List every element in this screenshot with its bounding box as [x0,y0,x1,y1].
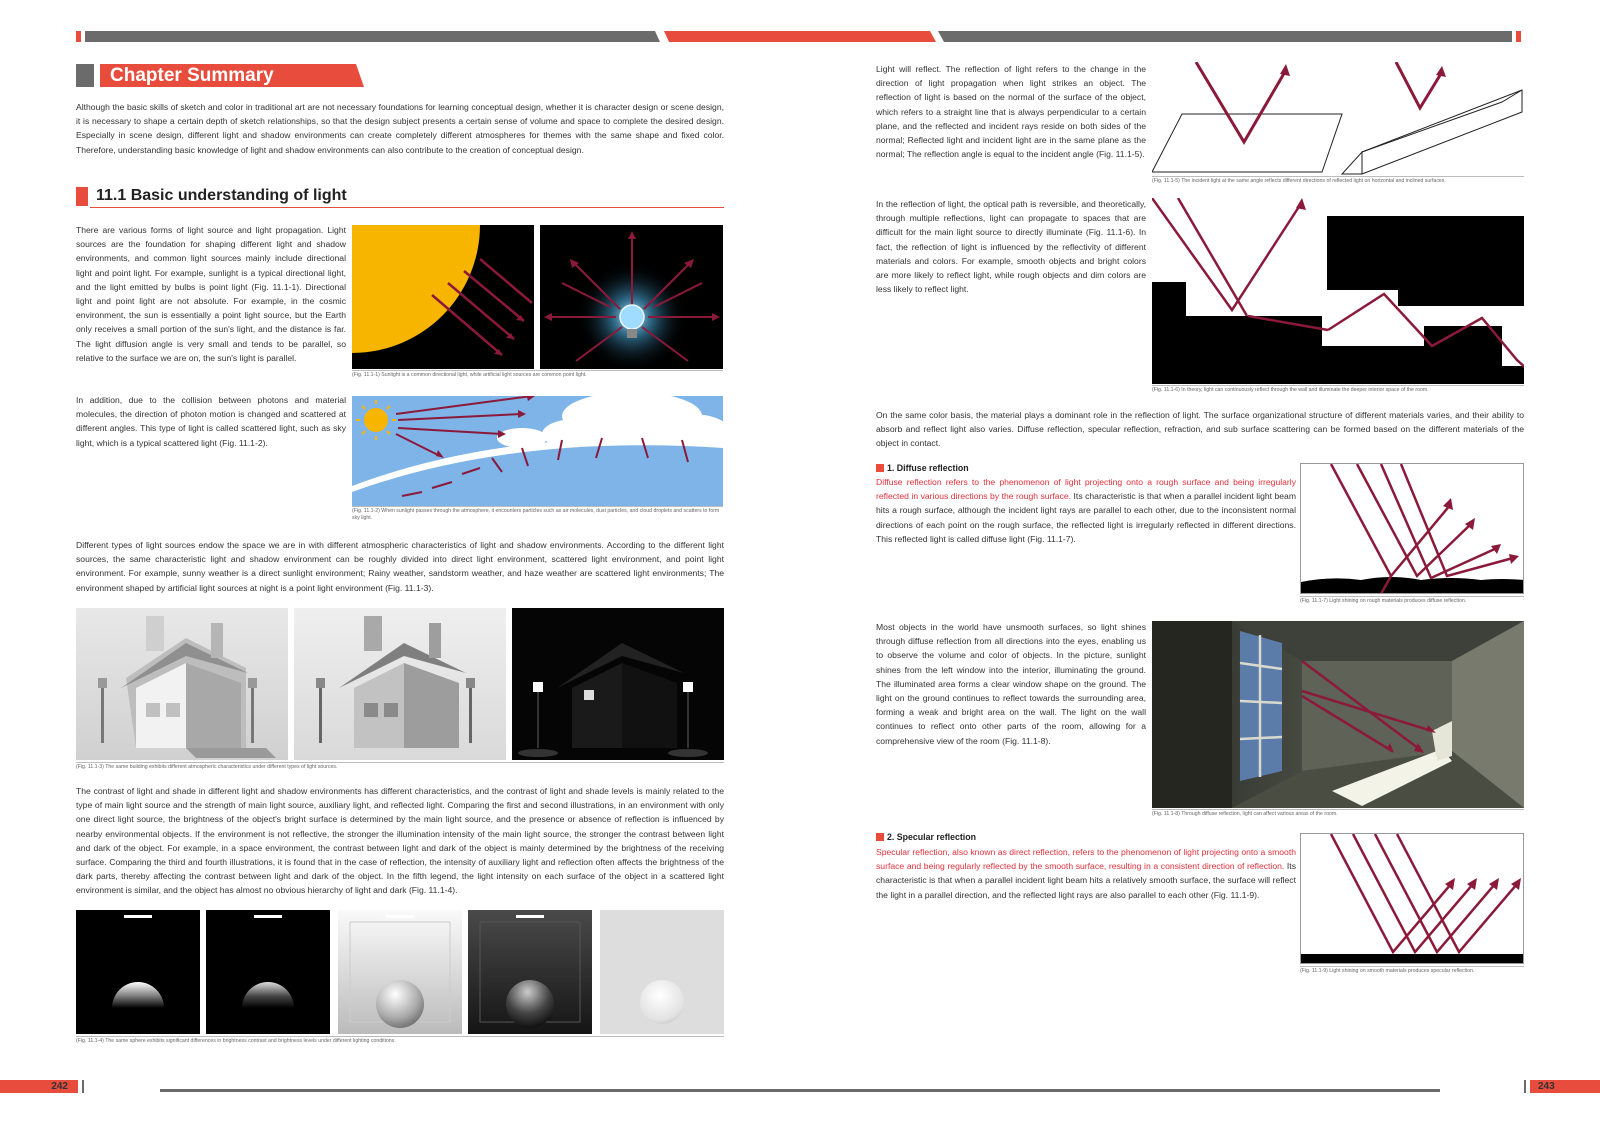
sunlight-illustration [352,225,534,369]
caption-fig-9: (Fig. 11.1-9) Light shining on smooth materials produces specular reflection. [1300,966,1524,975]
fig-sphere-3 [338,910,462,1034]
fig-sphere-4 [468,910,592,1034]
fig-reflection-planes [1152,62,1524,176]
caption-fig-3: (Fig. 11.1-3) The same building exhibits different atmospheric characteristics under different types of light sources. [76,762,724,771]
fig-multiple-reflection [1152,198,1524,384]
diffuse-heading-marker [876,464,884,472]
caption-fig-6: (Fig. 11.1-6) In theory, light can continuously reflect through the wall and illuminate the deeper interior space of the room. [1152,385,1524,394]
building-scattered-illustration [294,608,506,760]
diffuse-illustration [1301,464,1524,594]
specular-description: Its characteristic is that when a parallel incident light beam hits a relatively smooth surface, the surface will reflect the light in a parallel direction, and the reflected light rays are also parallel to each other (Fig. 11.1-9). [876,861,1296,900]
sphere-3-illustration [338,910,462,1034]
section-marker [76,187,88,206]
page-number-right: 243 [1538,1081,1555,1092]
specular-illustration [1301,834,1524,964]
footer-left-tick [82,1080,84,1093]
building-night-illustration [512,608,724,760]
right-paragraph-2: In the reflection of light, the optical path is reversible, and theoretically, through multiple reflections, light can propagate to spaces that are difficult for the main light source to directly illuminate (Fig. 11.1-6). In fact, the reflection of light is influenced by the reflectivity of different materials and colors. For example, smooth objects and bright colors are more likely to reflect light, while rough objects and dim colors are less likely to reflect light. [876,199,1146,295]
fig-specular [1300,833,1524,964]
chapter-title: Chapter Summary [110,65,274,86]
left-paragraph-1: There are various forms of light source and light propagation. Light sources are the foundation for shaping different light and shadow environments, and common light sources mainly include directional light and point light. For example, sunlight is a typical directional light, and the light emitted by bulbs is point light (Fig. 11.1-1). Directional light and point light are not absolute. For example, in the cosmic environment, the sun is essentially a point light source, but the Earth only receives a small portion of the sun's light, and the distance is far. The light diffusion angle is very small and tends to be parallel, so relative to the surface we are on, the sun's light is parallel. [76,225,346,363]
section-title: 11.1 Basic understanding of light [96,187,347,204]
page-number-left: 242 [51,1081,68,1092]
header-bar [0,0,1600,45]
multiple-reflection-illustration [1152,198,1524,384]
right-paragraph-1: Light will reflect. The reflection of light refers to the change in the direction of light propagation when light strikes an object. The reflection of light is based on the normal of the surface of the object, which refers to a straight line that is always perpendicular to a certain plane, and the reflected and incident rays reside on both sides of the normal; Reflected light and incident light are in the same plane as the normal; The reflection angle is equal to the incident angle (Fig. 11.1-5). [876,64,1146,160]
sphere-2-illustration [206,910,330,1034]
fig-room [1152,621,1524,808]
caption-fig-5: (Fig. 11.1-5) The incident light at the same angle reflects different directions of reflected light on horizontal and inclined surfaces. [1152,176,1524,185]
fig-sphere-1 [76,910,200,1034]
fig-bulb [540,225,723,369]
section-title-block [76,185,724,209]
diffuse-description: Its characteristic is that when a parallel incident light beam hits a rough surface, although the incident light rays are parallel to each other, due to the inconsistent normal directions of each point on the rough surface, the reflected light is irregularly reflected in different directions. This reflected light is called diffuse light (Fig. 11.1-7). [876,491,1296,544]
caption-fig-7: (Fig. 11.1-7) Light shining on rough materials produces diffuse reflection. [1300,596,1524,605]
fig-sphere-2 [206,910,330,1034]
specular-heading-text: 2. Specular reflection [887,832,976,842]
footer-rule [160,1089,1440,1092]
diffuse-heading [876,462,1176,476]
specular-heading [876,831,1176,845]
specular-definition: Specular reflection, also known as direct reflection, refers to the phenomenon of light projecting onto a smooth surface and being regularly reflected by the smooth surface, resulting in a consistent direction of reflection. [876,847,1296,872]
caption-fig-4: (Fig. 11.1-4) The same sphere exhibits significant differences in brightness contrast and brightness levels under different lighting conditions. [76,1036,724,1045]
building-direct-illustration [76,608,288,760]
right-paragraph-3: On the same color basis, the material plays a dominant role in the reflection of light. The surface organizational structure of different materials varies, and their ability to absorb and reflect light also varies. Diffuse reflection, specular reflection, refraction, and sub surface scattering can be formed based on the different materials of the object in contact. [876,410,1524,449]
left-paragraph-2: In addition, due to the collision between photons and material molecules, the direction of photon motion is changed and scattered at different angles. This type of light is called scattered light, such as sky light, which is a typical scattered light (Fig. 11.1-2). [76,395,346,448]
caption-fig-8: (Fig. 11.1-8) Through diffuse reflection, light can affect various areas of the room. [1152,809,1524,818]
chapter-intro: Although the basic skills of sketch and color in traditional art are not necessary foundations for learning conceptual design, whether it is character design or scene design, it is necessary to shape a certain depth of sketch relationships, so that the design subject presents a certain sense of volume and space to complete the desired design. Especially in scene design, different light and shadow environments can create completely different atmospheres for themes with the same shape and fixed color. Therefore, understanding basic knowledge of light and shadow environments can also contribute to the creation of conceptual design. [76,102,724,155]
caption-fig-2: (Fig. 11.1-2) When sunlight passes through the atmosphere, it encounters particles such as air molecules, dust particles, and cloud droplets and scatters to form sky light. [352,506,723,522]
skylight-illustration [352,396,723,506]
specular-paragraph [876,845,1296,902]
header-stripes [0,0,1600,45]
fig-building-direct [76,608,288,760]
bulb-illustration [540,225,723,369]
reflection-planes-illustration [1152,62,1524,176]
fig-sphere-5 [600,910,724,1034]
diffuse-definition: Diffuse reflection refers to the phenomenon of light projecting onto a rough surface and being irregularly reflected in various directions by the rough surface. [876,477,1296,502]
fig-skylight [352,396,723,506]
diffuse-paragraph [876,475,1296,546]
left-paragraph-3: Different types of light sources endow the space we are in with different atmospheric characteristics of light and shadow environments. According to the different light sources, the same characteristic light and shadow environment can be roughly divided into direct light environment, scattered light environment, and point light environment. For example, sunny weather is a direct sunlight environment; Rainy weather, sandstorm weather, and haze weather are scattered light environments; The environment shaped by artificial light sources at night is a point light environment (Fig. 11.1-3). [76,540,724,593]
fig-building-scattered [294,608,506,760]
room-illustration [1152,621,1524,808]
sphere-1-illustration [76,910,200,1034]
fig-sunlight [352,225,534,369]
caption-fig-1: (Fig. 11.1-1) Sunlight is a common directional light, while artificial light sources are common point light. [352,370,723,379]
footer-right [1530,1080,1600,1093]
fig-diffuse [1300,463,1524,594]
sphere-4-illustration [468,910,592,1034]
footer-right-tick [1524,1080,1526,1093]
chapter-title-block [76,64,366,87]
fig-building-night [512,608,724,760]
section-underline [90,207,724,208]
left-paragraph-4: The contrast of light and shade in different light and shadow environments has different characteristics, and the contrast of light and shade levels is mainly related to the type of main light source and the strength of main light source, auxiliary light, and reflected light. Comparing the first and second illustrations, in an environment with only one direct light source, the brightness of the object's bright surface is determined by the main light source, and the presence or absence of reflection is influenced by nearby environmental objects. If the environment is not reflective, the stronger the illumination intensity of the main light source, the stronger the contrast between light and dark of the object. For example, in a space environment, the contrast between light and dark of the object is mainly determined by the brightness of the receiving surface. Comparing the third and fourth illustrations, it is found that in the case of reflection, the intensity of auxiliary light and reflection often affects the brightness of the dark parts, thereby affecting the contrast between light and dark of the object. In the fifth legend, the light intensity on each surface of the object in a scattered light environment is similar, and the object has almost no obvious hierarchy of light and dark (Fig. 11.1-4). [76,786,724,896]
footer-left [0,1080,78,1093]
diffuse-heading-text: 1. Diffuse reflection [887,463,969,473]
right-paragraph-5: Most objects in the world have unsmooth surfaces, so light shines through diffuse reflection from all directions into the eyes, enabling us to observe the volume and color of objects. In the picture, sunlight shines from the left window into the interior, illuminating the ground. The illuminated area forms a clear window shape on the ground. The light on the ground continues to reflect towards the surrounding area, forming a weak and bright area on the wall. The light on the wall continues to reflect onto other parts of the room, allowing for a comprehensive view of the room (Fig. 11.1-8). [876,622,1146,746]
specular-heading-marker [876,833,884,841]
sphere-5-illustration [600,910,724,1034]
